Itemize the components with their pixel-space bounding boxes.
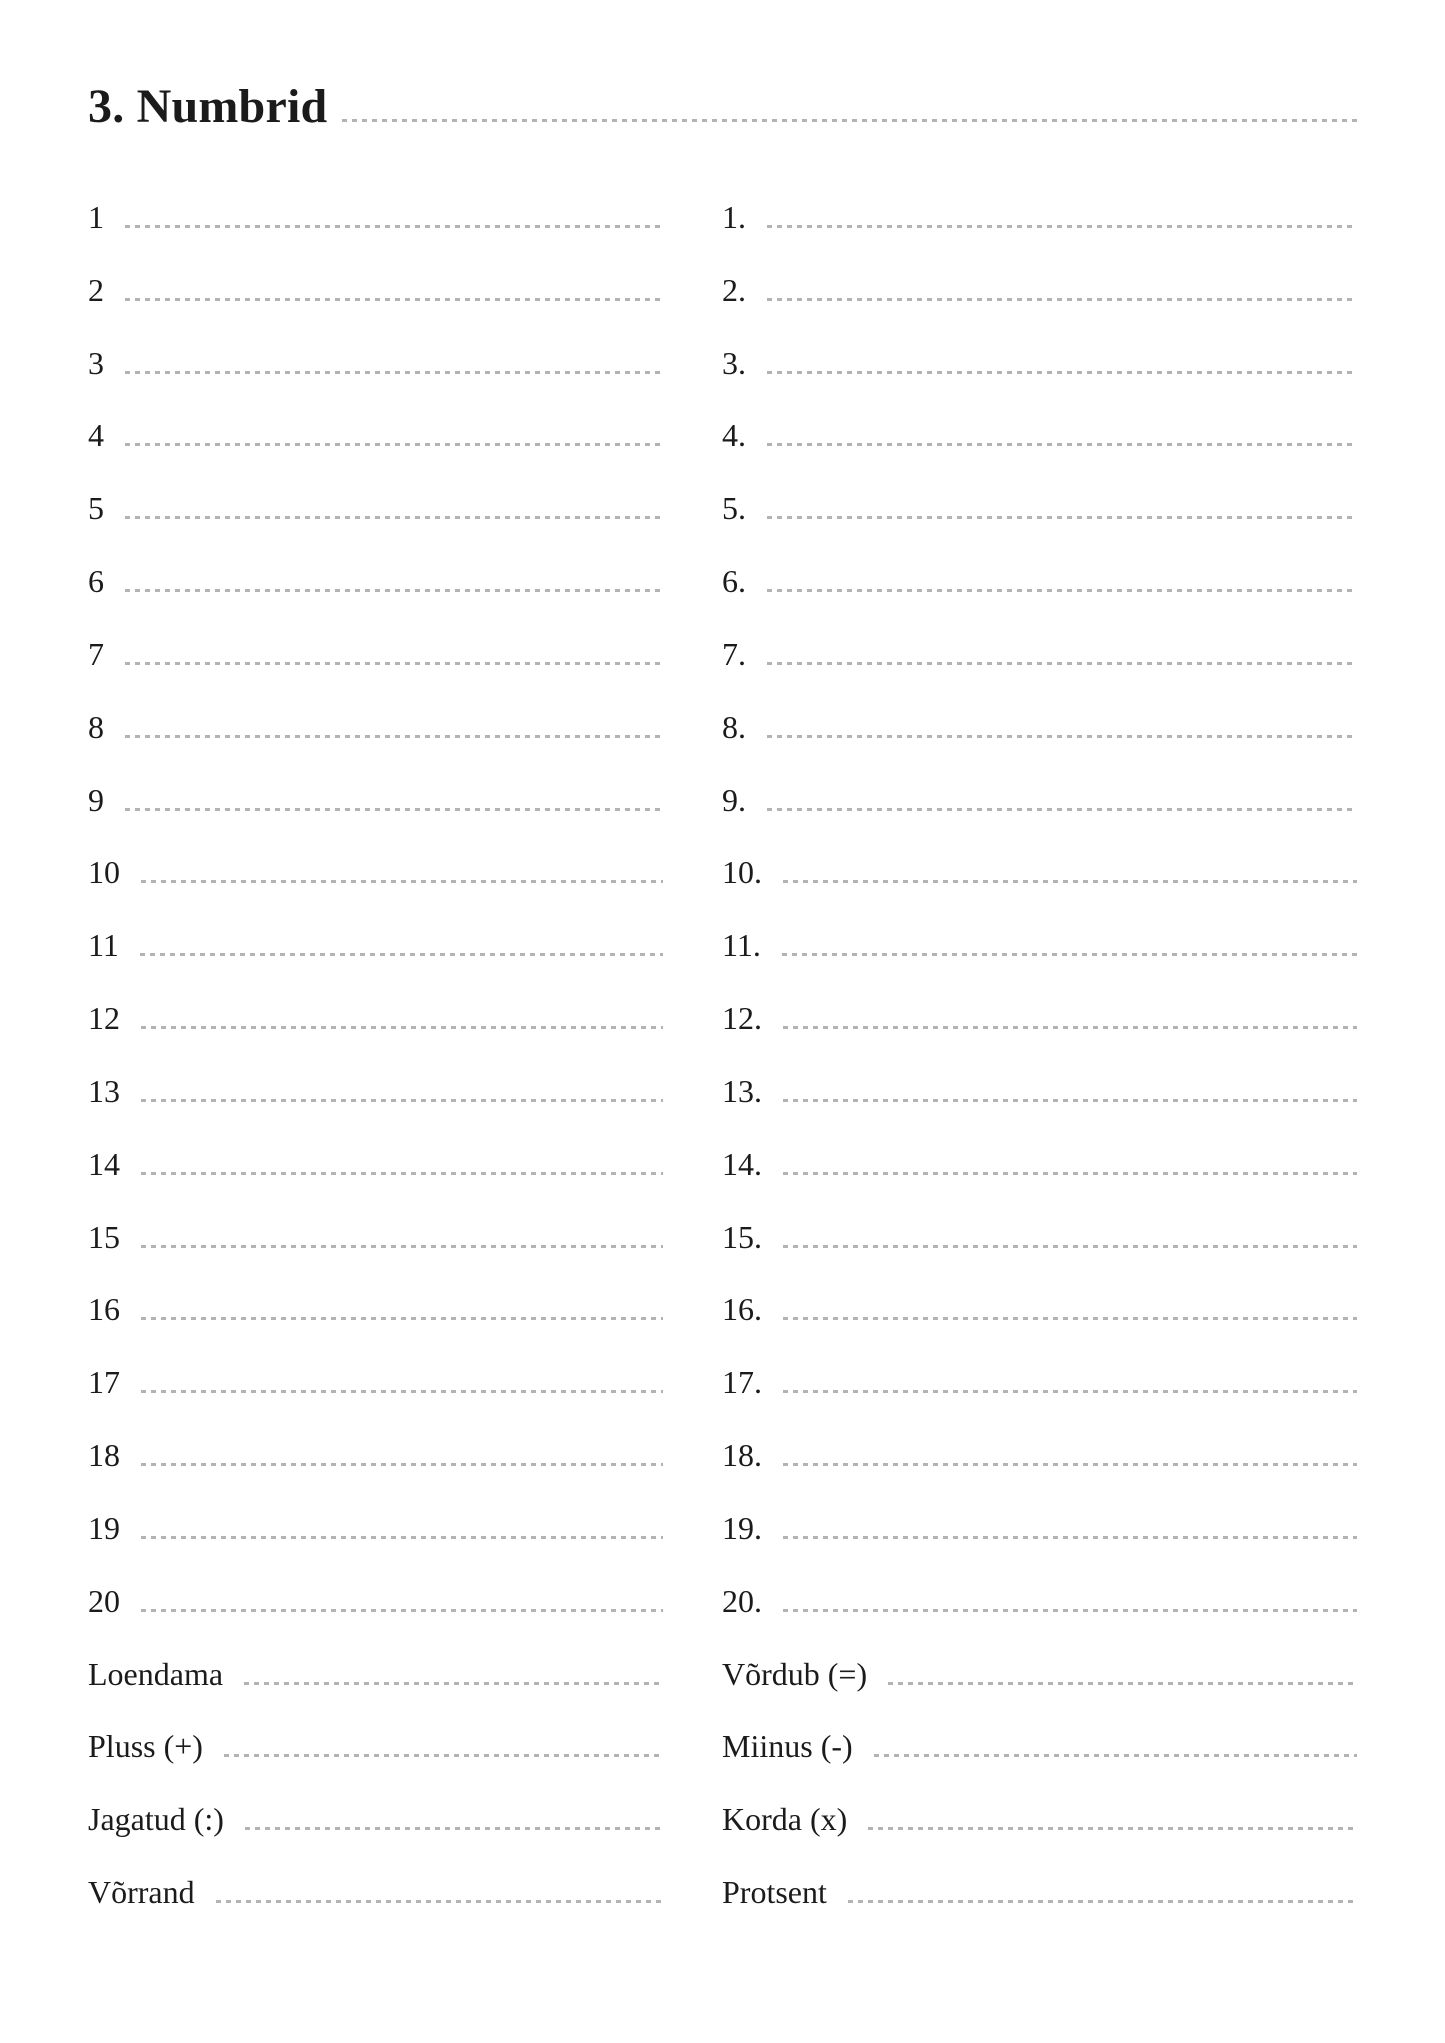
worksheet-row — [722, 1856, 1357, 1929]
answer-fill-line — [244, 1682, 663, 1685]
answer-fill-line — [767, 298, 1357, 301]
answer-fill-line — [141, 1463, 663, 1466]
answer-fill-line — [767, 443, 1357, 446]
answer-fill-line — [783, 1099, 1357, 1102]
row-label: Protsent — [722, 1874, 827, 1911]
worksheet-row — [88, 1201, 663, 1274]
row-label: 17. — [722, 1364, 762, 1401]
answer-fill-line — [767, 589, 1357, 592]
row-label: 5 — [88, 490, 104, 527]
numbers-right-column — [722, 181, 1357, 1929]
worksheet-row — [88, 1419, 663, 1492]
row-label: Loendama — [88, 1655, 224, 1692]
row-label: 13 — [88, 1072, 120, 1109]
answer-fill-line — [125, 298, 663, 301]
worksheet-row — [722, 399, 1357, 472]
worksheet-row — [722, 764, 1357, 837]
row-label: 11. — [722, 927, 761, 964]
worksheet-row — [722, 982, 1357, 1055]
worksheet-row — [88, 181, 663, 254]
row-label: 16 — [88, 1291, 120, 1328]
row-label: Võrdub (=) — [722, 1655, 868, 1692]
worksheet-row — [88, 1128, 663, 1201]
worksheet-row — [722, 1565, 1357, 1638]
worksheet-row — [722, 1783, 1357, 1856]
row-label: 2. — [722, 271, 746, 308]
answer-fill-line — [140, 953, 663, 956]
worksheet-row — [88, 764, 663, 837]
answer-fill-line — [767, 735, 1357, 738]
row-label: 12 — [88, 1000, 120, 1037]
row-label: 19. — [722, 1509, 762, 1546]
answer-fill-line — [141, 1245, 663, 1248]
answer-fill-line — [141, 1172, 663, 1175]
answer-fill-line — [141, 1317, 663, 1320]
worksheet-row — [88, 1710, 663, 1783]
row-label: 14. — [722, 1145, 762, 1182]
row-label: 4. — [722, 417, 746, 454]
worksheet-row — [722, 1492, 1357, 1565]
worksheet-row — [88, 1565, 663, 1638]
worksheet-row — [722, 1055, 1357, 1128]
page-title: 3. Numbrid — [88, 80, 328, 133]
answer-fill-line — [767, 808, 1357, 811]
row-label: 2 — [88, 271, 104, 308]
row-label: Miinus (-) — [722, 1728, 853, 1765]
row-label: 8. — [722, 708, 746, 745]
worksheet-row — [88, 1856, 663, 1929]
answer-fill-line — [767, 225, 1357, 228]
worksheet-row — [88, 691, 663, 764]
title-fill-line — [342, 119, 1357, 122]
answer-fill-line — [224, 1754, 663, 1757]
row-label: Korda (x) — [722, 1801, 848, 1838]
title-row — [88, 0, 1357, 135]
row-label: 1 — [88, 199, 104, 235]
row-label: 6 — [88, 563, 104, 600]
worksheet-row — [88, 545, 663, 618]
worksheet-row — [722, 836, 1357, 909]
answer-fill-line — [125, 662, 663, 665]
row-label: 19 — [88, 1509, 120, 1546]
worksheet-row — [722, 1710, 1357, 1783]
worksheet-row — [722, 1346, 1357, 1419]
answer-fill-line — [783, 1172, 1357, 1175]
row-label: 13. — [722, 1072, 762, 1109]
answer-fill-line — [783, 1026, 1357, 1029]
answer-fill-line — [767, 516, 1357, 519]
answer-fill-line — [782, 953, 1357, 956]
row-label: 7. — [722, 635, 746, 672]
worksheet-row — [722, 1638, 1357, 1711]
worksheet-row — [722, 472, 1357, 545]
worksheet-row — [88, 1346, 663, 1419]
answer-fill-line — [767, 662, 1357, 665]
row-label: 17 — [88, 1364, 120, 1401]
worksheet-row — [722, 1273, 1357, 1346]
worksheet-row — [722, 327, 1357, 400]
answer-fill-line — [888, 1682, 1357, 1685]
answer-fill-line — [245, 1827, 663, 1830]
answer-fill-line — [874, 1754, 1357, 1757]
answer-fill-line — [783, 1390, 1357, 1393]
columns-wrapper — [88, 181, 1357, 1929]
answer-fill-line — [783, 1536, 1357, 1539]
answer-fill-line — [783, 1463, 1357, 1466]
worksheet-row — [88, 1492, 663, 1565]
answer-fill-line — [125, 443, 663, 446]
row-label: 7 — [88, 635, 104, 672]
answer-fill-line — [141, 880, 663, 883]
row-label: 12. — [722, 1000, 762, 1037]
answer-fill-line — [125, 589, 663, 592]
answer-fill-line — [125, 225, 663, 228]
answer-fill-line — [767, 371, 1357, 374]
numbers-left-column — [88, 181, 663, 1929]
worksheet-row — [88, 399, 663, 472]
row-label: Võrrand — [88, 1874, 195, 1911]
row-label: 14 — [88, 1145, 120, 1182]
worksheet-row — [722, 181, 1357, 254]
row-label: 20. — [722, 1582, 762, 1619]
worksheet-row — [722, 909, 1357, 982]
answer-fill-line — [848, 1900, 1357, 1903]
worksheet-row — [88, 327, 663, 400]
row-label: 20 — [88, 1582, 120, 1619]
worksheet-row — [88, 982, 663, 1055]
row-label: 10. — [722, 854, 762, 891]
answer-fill-line — [141, 1026, 663, 1029]
answer-fill-line — [216, 1900, 663, 1903]
answer-fill-line — [125, 516, 663, 519]
worksheet-row — [722, 1419, 1357, 1492]
row-label: 16. — [722, 1291, 762, 1328]
worksheet-row — [88, 618, 663, 691]
answer-fill-line — [868, 1827, 1357, 1830]
row-label: 5. — [722, 490, 746, 527]
row-label: 3 — [88, 344, 104, 381]
answer-fill-line — [783, 1317, 1357, 1320]
row-label: Pluss (+) — [88, 1728, 203, 1765]
worksheet-row — [88, 254, 663, 327]
row-label: Jagatud (:) — [88, 1801, 224, 1838]
row-label: 9 — [88, 781, 104, 818]
answer-fill-line — [125, 371, 663, 374]
answer-fill-line — [783, 1245, 1357, 1248]
worksheet-row — [88, 1273, 663, 1346]
answer-fill-line — [141, 1609, 663, 1612]
row-label: 3. — [722, 344, 746, 381]
worksheet-row — [722, 691, 1357, 764]
worksheet-row — [88, 1055, 663, 1128]
answer-fill-line — [125, 735, 663, 738]
row-label: 11 — [88, 927, 119, 964]
worksheet-row — [88, 1783, 663, 1856]
answer-fill-line — [783, 1609, 1357, 1612]
answer-fill-line — [141, 1390, 663, 1393]
row-label: 4 — [88, 417, 104, 454]
worksheet-row — [722, 1201, 1357, 1274]
row-label: 15 — [88, 1218, 120, 1255]
worksheet-row — [722, 618, 1357, 691]
answer-fill-line — [125, 808, 663, 811]
worksheet-row — [722, 545, 1357, 618]
worksheet-row — [88, 836, 663, 909]
row-label: 10 — [88, 854, 120, 891]
row-label: 9. — [722, 781, 746, 818]
row-label: 18. — [722, 1437, 762, 1474]
worksheet-row — [88, 909, 663, 982]
worksheet-row — [88, 1638, 663, 1711]
row-label: 8 — [88, 708, 104, 745]
answer-fill-line — [141, 1536, 663, 1539]
answer-fill-line — [141, 1099, 663, 1102]
row-label: 6. — [722, 563, 746, 600]
row-label: 1. — [722, 199, 746, 235]
worksheet-row — [88, 472, 663, 545]
worksheet-row — [722, 1128, 1357, 1201]
answer-fill-line — [783, 880, 1357, 883]
worksheet-row — [722, 254, 1357, 327]
row-label: 18 — [88, 1437, 120, 1474]
row-label: 15. — [722, 1218, 762, 1255]
